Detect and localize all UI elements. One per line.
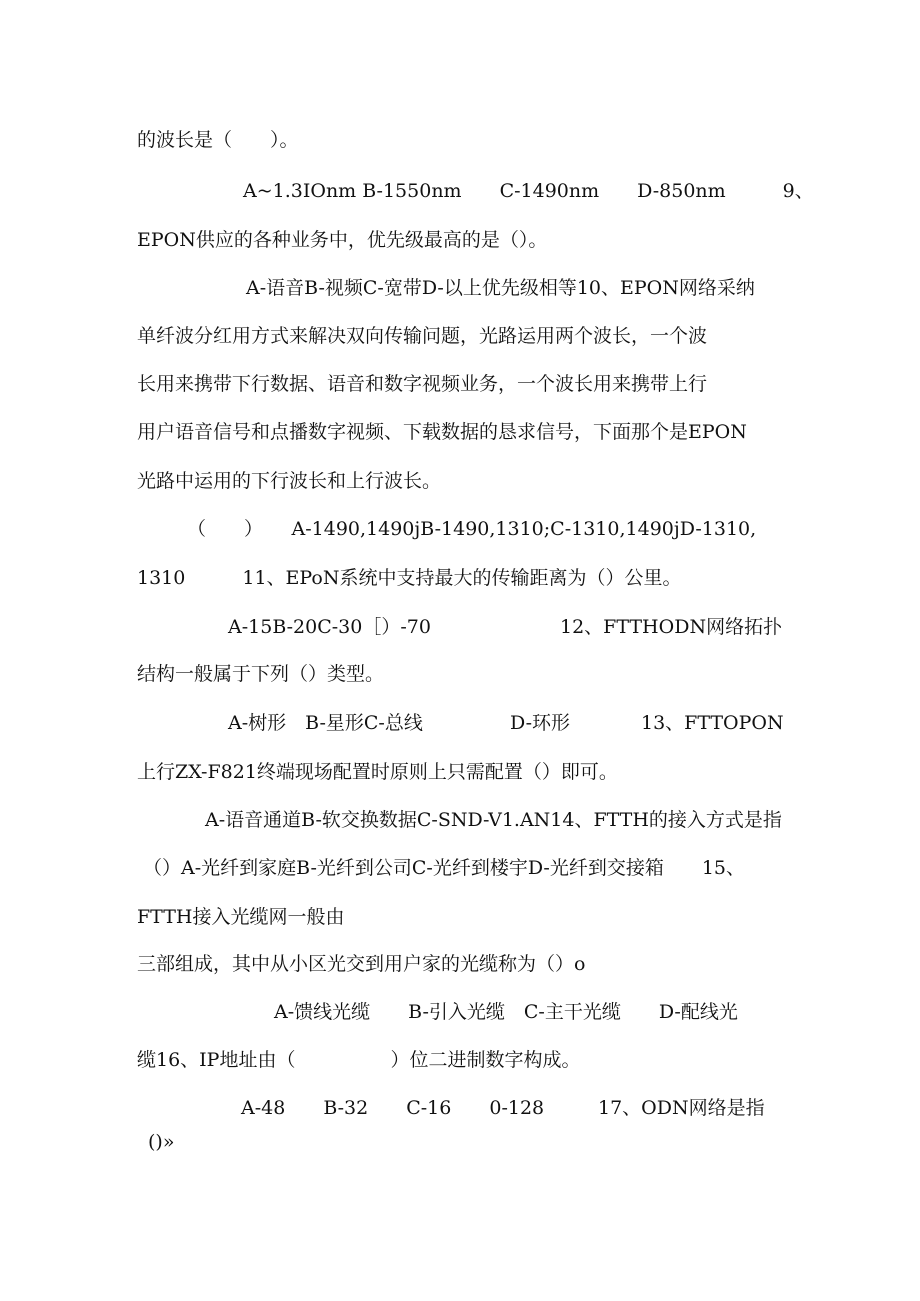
text-line-21: 三部组成，其中从小区光交到用户家的光缆称为（）o: [137, 953, 586, 975]
text-line-19: （）A-光纤到家庭B-光纤到公司C-光纤到楼宇D-光纤到交接箱 15、: [143, 857, 746, 879]
text-line-6: 长用来携带下行数据、语音和数字视频业务，一个波长用来携带上行: [137, 373, 708, 395]
text-line-24: A-48 B-32 C-16 0-128: [241, 1097, 545, 1119]
text-line-12: 12、FTTHODN网络拓扑: [560, 616, 783, 638]
text-line-17: 上行ZX-F821终端现场配置时原则上只需配置（）即可。: [137, 761, 618, 783]
text-line-18: A-语音通道B-软交换数据C-SND-V1.AN14、FTTH的接入方式是指: [205, 809, 782, 831]
text-line-23: 缆16、IP地址由（ ）位二进制数字构成。: [137, 1049, 581, 1071]
text-line-9: （ ） A-1490,1490jB-1490,1310;C-1310,1490jD-1310,: [187, 518, 757, 540]
text-line-26: ()»: [148, 1131, 175, 1153]
text-line-8: 光路中运用的下行波长和上行波长。: [137, 470, 442, 492]
text-line-15: D-环形: [510, 712, 571, 734]
text-line-14: A-树形 B-星形C-总线: [228, 712, 423, 734]
text-line-20: FTTH接入光缆网一般由: [137, 906, 345, 928]
text-line-2: A~1.3IOnm B-1550nm C-1490nm D-850nm 9、: [243, 180, 814, 202]
text-line-11: A-15B-20C-30［）-70: [228, 616, 431, 638]
text-line-22: A-馈线光缆 B-引入光缆 C-主干光缆 D-配线光: [274, 1001, 738, 1023]
text-line-1: 的波长是（ ）。: [137, 129, 299, 151]
text-line-5: 单纤波分红用方式来解决双向传输问题，光路运用两个波长，一个波: [137, 325, 708, 347]
text-line-4: A-语音B-视频C-宽带D-以上优先级相等10、EPON网络采纳: [246, 277, 755, 299]
text-line-3: EPON供应的各种业务中，优先级最高的是（）。: [137, 229, 548, 251]
text-line-7: 用户语音信号和点播数字视频、下载数据的恳求信号，下面那个是EPON: [137, 421, 747, 443]
text-line-13: 结构一般属于下列（）类型。: [137, 663, 385, 685]
text-line-25: 17、ODN网络是指: [598, 1097, 765, 1119]
text-line-16: 13、FTTOPON: [641, 712, 784, 734]
text-line-10: 1310 11、EPoN系统中支持最大的传输距离为（）公里。: [137, 567, 682, 589]
